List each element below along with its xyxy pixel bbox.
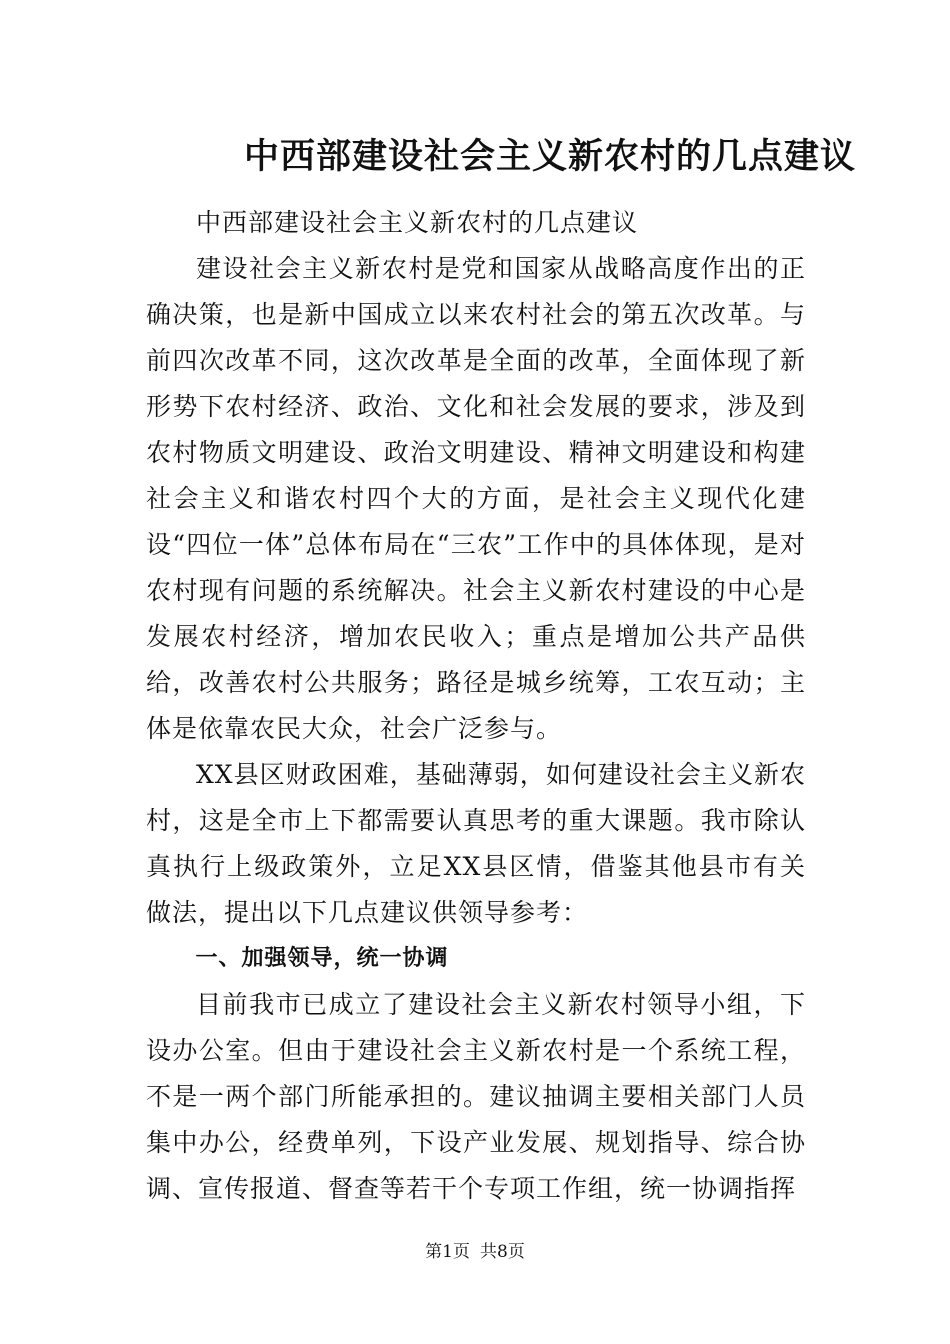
subtitle-paragraph: 中西部建设社会主义新农村的几点建议	[196, 208, 639, 237]
section-paragraph: 目前我市已成立了建设社会主义新农村领导小组，下设办公室。但由于建设社会主义新农村是一个系统工程，不是一两个部门所能承担的。建议抽调主要相关部门人员集中办公，经费单列，下设产业发展、规划指导、综合协调、宣传报道、督查等若干个专项工作组，统一协调指挥	[146, 990, 806, 1203]
document-title: 中西部建设社会主义新农村的几点建议	[243, 136, 856, 177]
context-paragraph: XX县区财政困难，基础薄弱，如何建设社会主义新农村，这是全市上下都需要认真思考的重大课题。我市除认真执行上级政策外，立足XX县区情，借鉴其他县市有关做法，提出以下几点建议供领导参考：	[146, 760, 806, 927]
section-heading: 一、加强领导，统一协调	[195, 946, 449, 971]
page-footer	[0, 1240, 950, 1264]
intro-paragraph: 建设社会主义新农村是党和国家从战略高度作出的正确决策，也是新中国成立以来农村社会的第五次改革。与前四次改革不同，这次改革是全面的改革，全面体现了新形势下农村经济、政治、文化和社会发展的要求，涉及到农村物质文明建设、政治文明建设、精神文明建设和构建社会主义和谐农村四个大的方面，是社会主义现代化建设“四位一体”总体布局在“三农”工作中的具体体现，是对农村现有问题的系统解决。社会主义新农村建设的中心是发展农村经济，增加农民收入；重点是增加公共产品供给，改善农村公共服务；路径是城乡统筹，工农互动；主体是依靠农民大众，社会广泛参与。	[146, 254, 806, 743]
page-total: 共8页	[480, 1242, 525, 1262]
page-number: 第1页	[425, 1242, 470, 1262]
document-body	[146, 200, 806, 1212]
